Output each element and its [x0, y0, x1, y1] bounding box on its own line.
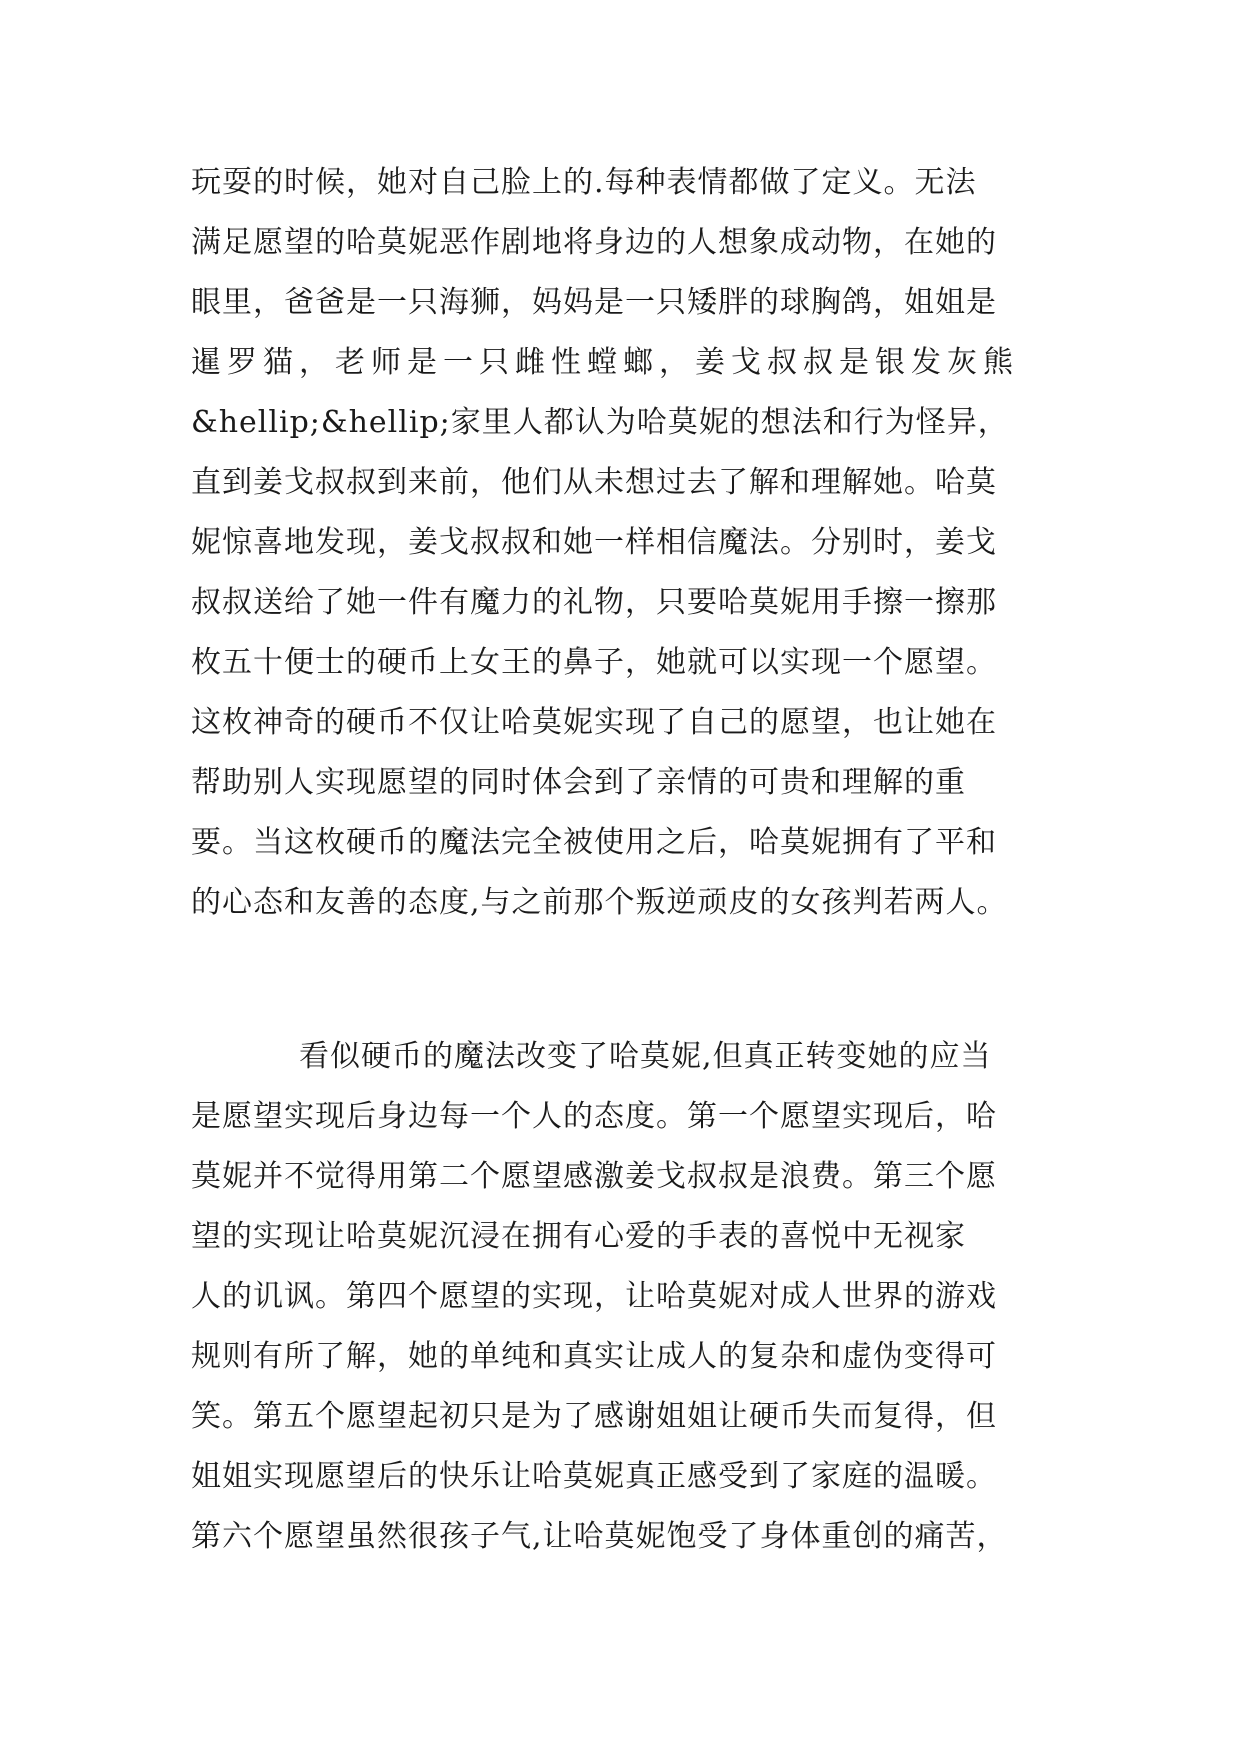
paragraph-line: 的心态和友善的态度,与之前那个叛逆顽皮的女孩判若两人。	[191, 885, 1008, 920]
paragraph-line: 帮助别人实现愿望的同时体会到了亲情的可贵和理解的重	[191, 765, 966, 800]
paragraph-line: 直到姜戈叔叔到来前，他们从未想过去了解和理解她。哈莫	[191, 465, 997, 500]
paragraph-line: 暹罗猫，老师是一只雌性螳螂，姜戈叔叔是银发灰熊	[191, 345, 1019, 380]
paragraph-line: 枚五十便士的硬币上女王的鼻子，她就可以实现一个愿望。	[191, 645, 997, 680]
paragraph-line: 笑。第五个愿望起初只是为了感谢姐姐让硬币失而复得，但	[191, 1399, 997, 1434]
paragraph-line: 姐姐实现愿望后的快乐让哈莫妮真正感受到了家庭的温暖。	[191, 1459, 997, 1494]
paragraph-2	[191, 1027, 1071, 1567]
paragraph-line: 满足愿望的哈莫妮恶作剧地将身边的人想象成动物，在她的	[191, 225, 997, 260]
paragraph-line: 第六个愿望虽然很孩子气,让哈莫妮饱受了身体重创的痛苦，	[191, 1519, 1008, 1554]
paragraph-1	[191, 153, 1071, 933]
paragraph-line: 这枚神奇的硬币不仅让哈莫妮实现了自己的愿望，也让她在	[191, 705, 997, 740]
paragraph-line: 人的讥讽。第四个愿望的实现，让哈莫妮对成人世界的游戏	[191, 1279, 997, 1314]
paragraph-line: 要。当这枚硬币的魔法完全被使用之后，哈莫妮拥有了平和	[191, 825, 997, 860]
paragraph-line: 规则有所了解，她的单纯和真实让成人的复杂和虚伪变得可	[191, 1339, 997, 1374]
paragraph-line: 是愿望实现后身边每一个人的态度。第一个愿望实现后，哈	[191, 1099, 997, 1134]
paragraph-line: 妮惊喜地发现，姜戈叔叔和她一样相信魔法。分别时，姜戈	[191, 525, 997, 560]
paragraph-line: 看似硬币的魔法改变了哈莫妮,但真正转变她的应当	[299, 1039, 992, 1074]
paragraph-line: 莫妮并不觉得用第二个愿望感激姜戈叔叔是浪费。第三个愿	[191, 1159, 997, 1194]
paragraph-line: &hellip;&hellip;家里人都认为哈莫妮的想法和行为怪异，	[191, 405, 1009, 440]
paragraph-line: 玩耍的时候，她对自己脸上的.每种表情都做了定义。无法	[191, 165, 977, 200]
paragraph-line: 眼里，爸爸是一只海狮，妈妈是一只矮胖的球胸鸽，姐姐是	[191, 285, 997, 320]
paragraph-line: 叔叔送给了她一件有魔力的礼物，只要哈莫妮用手擦一擦那	[191, 585, 997, 620]
paragraph-line: 望的实现让哈莫妮沉浸在拥有心爱的手表的喜悦中无视家	[191, 1219, 966, 1254]
